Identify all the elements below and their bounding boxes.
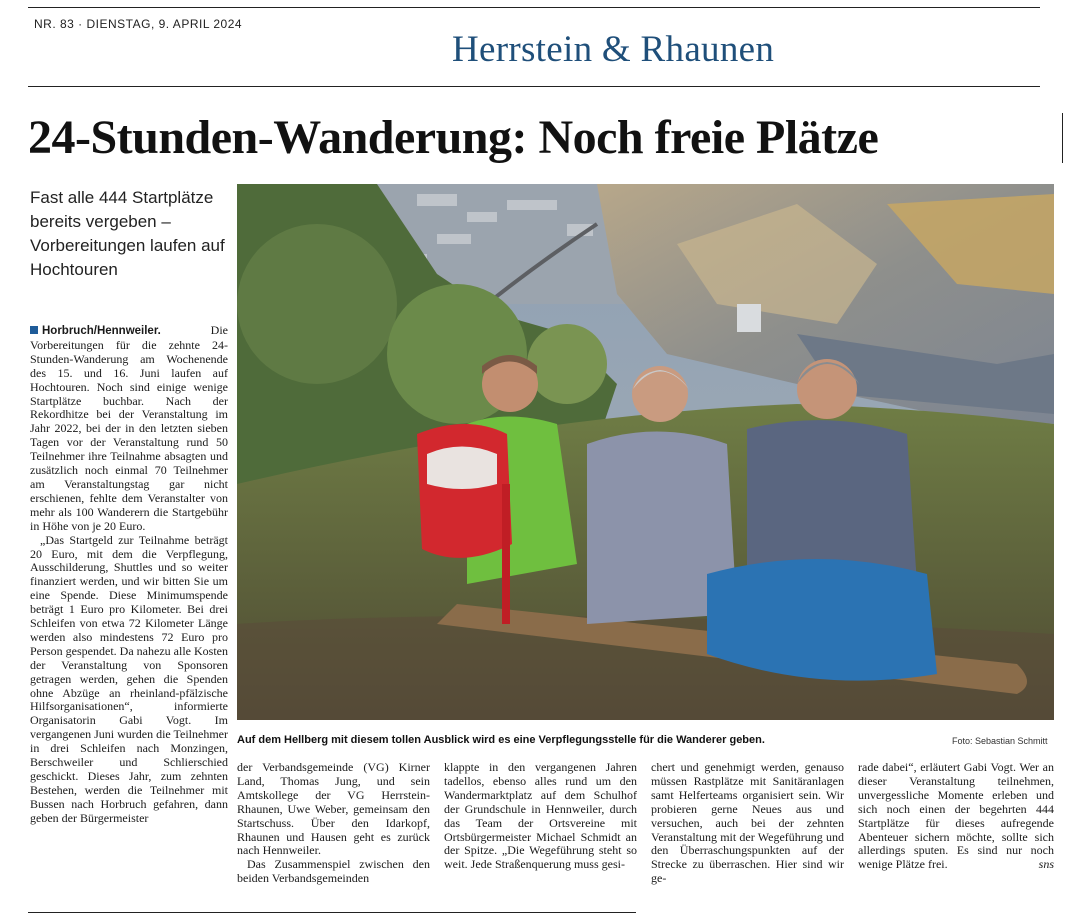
- col1-paragraph-2: „Das Startgeld zur Teilnahme beträgt 20 Euro, mit dem die Verpflegung, Ausschilderung, Shuttles und so weiter finanziert werden, und wir bitten Sie um eine Spende. Diese Minimumspende beträgt 1 Euro pro Kilometer. Bei drei Schleifen von etwa 72 Kilometer Länge werden also mindestens 72 Euro pro Person gespendet. Da nahezu alle Kosten der Veranstaltung von Sponsoren getragen werden, gehen die Spenden ohne Abzüge an rheinland-pfälzische Hilfsorganisationen“, informierte Organisatorin Gabi Vogt. Im vergangenen Juni wurden die Teilnehmer in drei Schleifen nach Monzingen, Berschweiler und Schlierschied geschickt. Dieses Jahr, zum zehnten Bestehen, werden die Teilnehmer mit Bussen nach Horbruch gefahren, dann geben der Bürgermeister: [30, 532, 228, 825]
- bottom-rule: [28, 912, 636, 913]
- section-title: Herrstein & Rhaunen: [452, 29, 775, 70]
- col1-paragraph-1: Die Vorbereitungen für die zehnte 24-Stunden-Wanderung am Wochenende des 15. und 16. Juni laufen auf Hochtouren. Noch sind einige wenige Startplätze buchbar. Nach der Rekordhitze bei der Veranstaltung im Jahr 2022, bei der in den letzten sieben Tagen vor der Veranstaltung rund 50 Teilnehmer ihre Teilnahme absagten und zusätzlich noch einmal 70 Teilnehmer am Veranstaltungstag gar nicht erschienen, fehlte dem Veranstalter von mehr als 100 Wanderern die Startgebühr in Höhe von je 20 Euro.: [30, 323, 228, 533]
- headline: 24-Stunden-Wanderung: Noch freie Plätze: [28, 111, 879, 164]
- col2-paragraph-2: Das Zusammenspiel zwischen den beiden Verbandsgemeinden: [237, 857, 430, 886]
- subheadline: Fast alle 444 Startplätze bereits vergeben – Vorbereitungen laufen auf Hochtouren: [30, 188, 225, 279]
- hikers-photo-illustration: [237, 184, 1054, 720]
- dateline: Horbruch/Hennweiler.: [42, 325, 161, 337]
- col4-paragraph-1: chert und genehmigt werden, genauso müssen Rastplätze mit Sanitäranlagen samt Helferteams organisiert sein. Wir probieren gerne Neues aus und versuchen, auch bei der zehnten Veranstaltung mit der Wegeführung und den Überraschungspunkten auf der Strecke zu überraschen. Hier sind wir ge-: [651, 760, 844, 886]
- issue-line: NR. 83 · DIENSTAG, 9. APRIL 2024: [34, 17, 243, 31]
- article-column-4: [651, 761, 844, 886]
- article-column-3: [444, 761, 637, 872]
- col5-paragraph-1: [858, 761, 1054, 872]
- article-column-1: [30, 324, 228, 886]
- col5-text: rade dabei“, erläutert Gabi Vogt. Wer an dieser Veranstaltung teilnehmen, unvergessliche Momente erleben und sich noch einen der begehrten 444 Startplätze für dieses aufregende Abenteuer sichern möchte, sollte sich allerdings sputen. Es sind nur noch wenige Plätze frei.: [858, 760, 1054, 872]
- lead-paragraph: [30, 324, 228, 534]
- author-signature: sns: [1038, 857, 1054, 872]
- masthead-rule: [28, 86, 1040, 87]
- col2-paragraph-1: der Verbandsgemeinde (VG) Kirner Land, Thomas Jung, und sein Amtskollege der VG Herrstein-Rhaunen, Uwe Weber, gemeinsam den Startschuss. Über den Idarkopf, Rhaunen und Hausen geht es zurück nach Hennweiler.: [237, 760, 430, 858]
- right-column-rule: [1062, 113, 1063, 163]
- photo-credit: Foto: Sebastian Schmitt: [952, 736, 1048, 746]
- article-column-5: [858, 761, 1054, 872]
- col3-paragraph-1: klappte in den vergangenen Jahren tadellos, ebenso alles rund um den Wandermarktplatz auf dem Schulhof der Grundschule in Hennweiler, durch das Team der Ortsvereine mit Ortsbürgermeister Michael Schmidt an der Spitze. „Die Wegeführung steht so weit. Jede Straßenquerung muss gesi-: [444, 760, 637, 872]
- photo-caption: Auf dem Hellberg mit diesem tollen Ausblick wird es eine Verpflegungsstelle für die Wanderer geben.: [237, 734, 765, 746]
- article-column-2: [237, 761, 430, 886]
- article-photo: [237, 184, 1054, 720]
- dateline-square-icon: [30, 326, 38, 334]
- top-rule: [28, 7, 1040, 8]
